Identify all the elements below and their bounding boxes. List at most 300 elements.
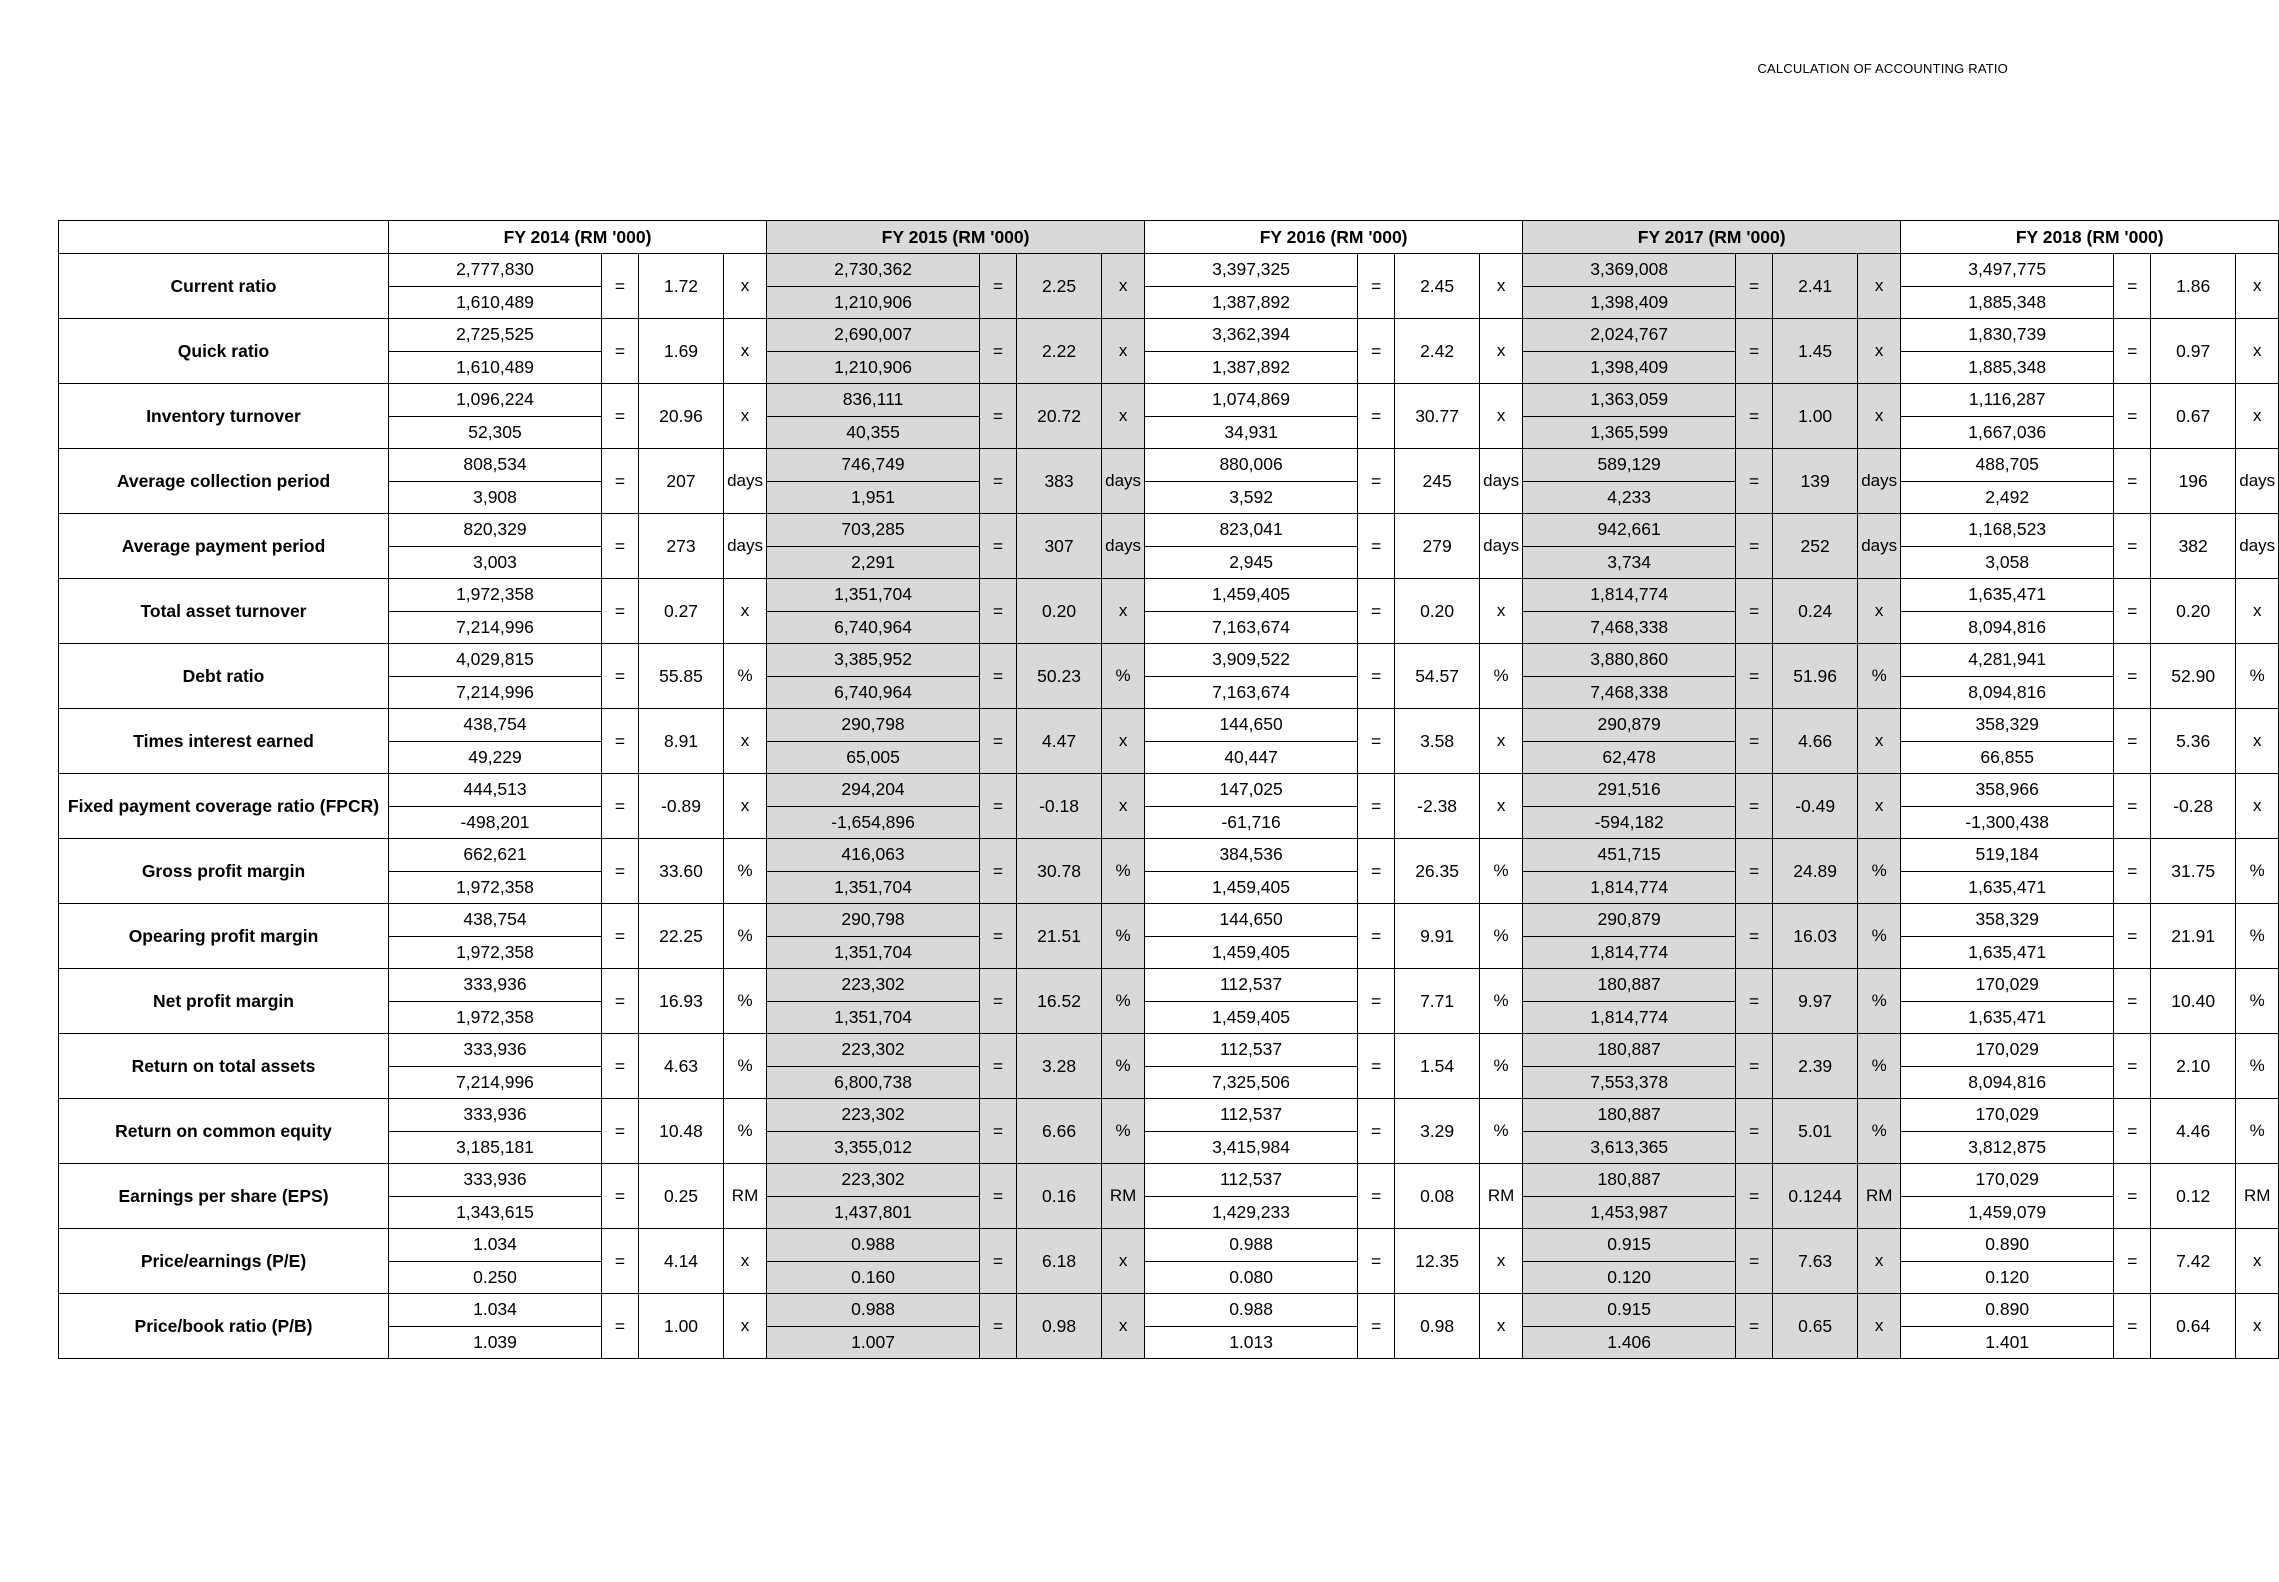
numerator-value: 0.915	[1523, 1294, 1736, 1327]
ratio-unit: x	[724, 384, 767, 449]
ratio-result: 30.78	[1017, 839, 1102, 904]
denominator-value: 8,094,816	[1901, 611, 2114, 644]
equals-sign: =	[980, 969, 1017, 1034]
equals-sign: =	[602, 449, 639, 514]
ratio-result: 3.29	[1395, 1099, 1480, 1164]
numerator-value: 4,281,941	[1901, 644, 2114, 677]
ratio-result: -2.38	[1395, 774, 1480, 839]
ratio-row	[59, 709, 2279, 742]
numerator-value: 0.988	[767, 1229, 980, 1262]
denominator-value: 1,459,405	[1145, 936, 1358, 969]
equals-sign: =	[1358, 1164, 1395, 1229]
denominator-value: 1,437,801	[767, 1196, 980, 1229]
equals-sign: =	[1358, 644, 1395, 709]
ratio-result: 10.48	[639, 1099, 724, 1164]
ratio-result: 24.89	[1773, 839, 1858, 904]
ratio-table	[58, 220, 2279, 1359]
denominator-value: 3,592	[1145, 481, 1358, 514]
numerator-value: 2,777,830	[389, 254, 602, 287]
ratio-row	[59, 1294, 2279, 1327]
ratio-unit: %	[1480, 1099, 1523, 1164]
denominator-value: 3,185,181	[389, 1131, 602, 1164]
denominator-value: 0.080	[1145, 1261, 1358, 1294]
ratio-result: -0.28	[2151, 774, 2236, 839]
numerator-value: 358,329	[1901, 904, 2114, 937]
denominator-value: 1,814,774	[1523, 936, 1736, 969]
denominator-value: 52,305	[389, 416, 602, 449]
ratio-unit: RM	[1480, 1164, 1523, 1229]
ratio-unit: x	[1102, 774, 1145, 839]
ratio-name: Current ratio	[59, 254, 389, 319]
ratio-result: 196	[2151, 449, 2236, 514]
ratio-unit: x	[2236, 774, 2279, 839]
denominator-value: 1.039	[389, 1326, 602, 1359]
ratio-result: 383	[1017, 449, 1102, 514]
ratio-row-denominator	[59, 1261, 2279, 1294]
ratio-row-denominator	[59, 806, 2279, 839]
ratio-result: 0.98	[1395, 1294, 1480, 1359]
ratio-unit: x	[1480, 579, 1523, 644]
denominator-value: 1,885,348	[1901, 351, 2114, 384]
ratio-result: 4.46	[2151, 1099, 2236, 1164]
numerator-value: 0.988	[1145, 1229, 1358, 1262]
equals-sign: =	[2114, 839, 2151, 904]
equals-sign: =	[602, 839, 639, 904]
ratio-result: 0.08	[1395, 1164, 1480, 1229]
numerator-value: 1,351,704	[767, 579, 980, 612]
ratio-row	[59, 449, 2279, 482]
equals-sign: =	[1358, 1034, 1395, 1099]
equals-sign: =	[2114, 384, 2151, 449]
ratio-unit: %	[724, 969, 767, 1034]
equals-sign: =	[980, 904, 1017, 969]
ratio-result: 21.91	[2151, 904, 2236, 969]
year-header: FY 2017 (RM '000)	[1523, 221, 1901, 254]
equals-sign: =	[980, 579, 1017, 644]
equals-sign: =	[602, 384, 639, 449]
ratio-result: 0.25	[639, 1164, 724, 1229]
ratio-result: 12.35	[1395, 1229, 1480, 1294]
ratio-unit: days	[2236, 449, 2279, 514]
ratio-unit: days	[724, 514, 767, 579]
ratio-result: 1.00	[1773, 384, 1858, 449]
ratio-result: 10.40	[2151, 969, 2236, 1034]
ratio-unit: x	[1858, 1294, 1901, 1359]
ratio-result: 1.54	[1395, 1034, 1480, 1099]
ratio-row	[59, 1164, 2279, 1197]
denominator-value: 1,885,348	[1901, 286, 2114, 319]
equals-sign: =	[1358, 514, 1395, 579]
ratio-result: 4.63	[639, 1034, 724, 1099]
ratio-unit: x	[1102, 1229, 1145, 1294]
ratio-unit: %	[1102, 904, 1145, 969]
denominator-value: 66,855	[1901, 741, 2114, 774]
numerator-value: 180,887	[1523, 1164, 1736, 1197]
ratio-name: Opearing profit margin	[59, 904, 389, 969]
ratio-result: 3.58	[1395, 709, 1480, 774]
ratio-result: 30.77	[1395, 384, 1480, 449]
equals-sign: =	[602, 1229, 639, 1294]
equals-sign: =	[980, 514, 1017, 579]
ratio-unit: %	[1858, 839, 1901, 904]
denominator-value: 62,478	[1523, 741, 1736, 774]
denominator-value: 6,800,738	[767, 1066, 980, 1099]
equals-sign: =	[1358, 449, 1395, 514]
ratio-unit: x	[724, 774, 767, 839]
ratio-row-denominator	[59, 1131, 2279, 1164]
denominator-value: 1,351,704	[767, 871, 980, 904]
denominator-value: 2,291	[767, 546, 980, 579]
numerator-value: 2,690,007	[767, 319, 980, 352]
numerator-value: 438,754	[389, 709, 602, 742]
ratio-result: 0.1244	[1773, 1164, 1858, 1229]
equals-sign: =	[602, 904, 639, 969]
denominator-value: 1,814,774	[1523, 871, 1736, 904]
ratio-result: 16.93	[639, 969, 724, 1034]
ratio-unit: x	[1102, 254, 1145, 319]
denominator-value: 3,355,012	[767, 1131, 980, 1164]
ratio-result: 6.18	[1017, 1229, 1102, 1294]
ratio-unit: days	[2236, 514, 2279, 579]
ratio-row-denominator	[59, 611, 2279, 644]
denominator-value: 8,094,816	[1901, 676, 2114, 709]
denominator-value: 1,459,405	[1145, 871, 1358, 904]
numerator-value: 2,725,525	[389, 319, 602, 352]
numerator-value: 112,537	[1145, 1034, 1358, 1067]
numerator-value: 1,972,358	[389, 579, 602, 612]
ratio-unit: %	[1480, 904, 1523, 969]
equals-sign: =	[1736, 449, 1773, 514]
ratio-unit: x	[1480, 319, 1523, 384]
denominator-value: 4,233	[1523, 481, 1736, 514]
denominator-value: 1,814,774	[1523, 1001, 1736, 1034]
equals-sign: =	[1358, 839, 1395, 904]
ratio-result: 207	[639, 449, 724, 514]
equals-sign: =	[2114, 644, 2151, 709]
ratio-unit: %	[2236, 1034, 2279, 1099]
ratio-unit: x	[724, 1229, 767, 1294]
ratio-unit: %	[2236, 904, 2279, 969]
denominator-value: 0.160	[767, 1261, 980, 1294]
denominator-value: 1,667,036	[1901, 416, 2114, 449]
equals-sign: =	[1358, 579, 1395, 644]
ratio-row	[59, 904, 2279, 937]
numerator-value: 384,536	[1145, 839, 1358, 872]
ratio-unit: x	[2236, 319, 2279, 384]
numerator-value: 746,749	[767, 449, 980, 482]
denominator-value: 7,163,674	[1145, 611, 1358, 644]
denominator-value: 7,468,338	[1523, 676, 1736, 709]
numerator-value: 291,516	[1523, 774, 1736, 807]
equals-sign: =	[1358, 1099, 1395, 1164]
equals-sign: =	[602, 254, 639, 319]
ratio-unit: %	[1102, 839, 1145, 904]
denominator-value: 1,610,489	[389, 286, 602, 319]
equals-sign: =	[2114, 254, 2151, 319]
denominator-value: 3,908	[389, 481, 602, 514]
denominator-value: 1,635,471	[1901, 936, 2114, 969]
numerator-value: 808,534	[389, 449, 602, 482]
equals-sign: =	[1736, 1294, 1773, 1359]
ratio-result: 1.45	[1773, 319, 1858, 384]
ratio-unit: %	[1858, 1034, 1901, 1099]
denominator-value: 34,931	[1145, 416, 1358, 449]
denominator-value: 2,945	[1145, 546, 1358, 579]
ratio-result: 2.25	[1017, 254, 1102, 319]
ratio-unit: x	[2236, 1229, 2279, 1294]
ratio-unit: x	[1480, 709, 1523, 774]
numerator-value: 112,537	[1145, 969, 1358, 1002]
denominator-value: 1,453,987	[1523, 1196, 1736, 1229]
denominator-value: 65,005	[767, 741, 980, 774]
ratio-result: 6.66	[1017, 1099, 1102, 1164]
ratio-result: 9.91	[1395, 904, 1480, 969]
ratio-row-denominator	[59, 416, 2279, 449]
denominator-value: 3,415,984	[1145, 1131, 1358, 1164]
equals-sign: =	[602, 579, 639, 644]
denominator-value: 3,812,875	[1901, 1131, 2114, 1164]
ratio-row-denominator	[59, 481, 2279, 514]
numerator-value: 0.890	[1901, 1294, 2114, 1327]
ratio-unit: x	[1858, 1229, 1901, 1294]
ratio-row-denominator	[59, 741, 2279, 774]
equals-sign: =	[2114, 514, 2151, 579]
ratio-unit: %	[724, 904, 767, 969]
numerator-value: 0.988	[1145, 1294, 1358, 1327]
numerator-value: 1,814,774	[1523, 579, 1736, 612]
denominator-value: 3,613,365	[1523, 1131, 1736, 1164]
ratio-unit: %	[724, 644, 767, 709]
numerator-value: 180,887	[1523, 969, 1736, 1002]
ratio-result: 307	[1017, 514, 1102, 579]
ratio-unit: days	[1102, 449, 1145, 514]
ratio-unit: x	[1102, 709, 1145, 774]
denominator-value: 3,734	[1523, 546, 1736, 579]
page-header: CALCULATION OF ACCOUNTING RATIO	[1757, 61, 2008, 76]
ratio-result: 55.85	[639, 644, 724, 709]
numerator-value: 112,537	[1145, 1099, 1358, 1132]
ratio-result: 0.27	[639, 579, 724, 644]
equals-sign: =	[2114, 319, 2151, 384]
ratio-unit: %	[1480, 969, 1523, 1034]
equals-sign: =	[602, 774, 639, 839]
numerator-value: 836,111	[767, 384, 980, 417]
ratio-row-denominator	[59, 1066, 2279, 1099]
ratio-result: -0.49	[1773, 774, 1858, 839]
equals-sign: =	[1358, 319, 1395, 384]
equals-sign: =	[602, 709, 639, 774]
numerator-value: 589,129	[1523, 449, 1736, 482]
ratio-name: Price/earnings (P/E)	[59, 1229, 389, 1294]
equals-sign: =	[602, 1294, 639, 1359]
equals-sign: =	[2114, 579, 2151, 644]
ratio-row	[59, 969, 2279, 1002]
numerator-value: 823,041	[1145, 514, 1358, 547]
numerator-value: 1,116,287	[1901, 384, 2114, 417]
denominator-value: 1,972,358	[389, 1001, 602, 1034]
denominator-value: 1.401	[1901, 1326, 2114, 1359]
numerator-value: 170,029	[1901, 1164, 2114, 1197]
ratio-row-denominator	[59, 871, 2279, 904]
equals-sign: =	[980, 1099, 1017, 1164]
ratio-row-denominator	[59, 286, 2279, 319]
equals-sign: =	[1736, 514, 1773, 579]
equals-sign: =	[1736, 774, 1773, 839]
denominator-value: -1,654,896	[767, 806, 980, 839]
numerator-value: 1,096,224	[389, 384, 602, 417]
ratio-unit: x	[1858, 709, 1901, 774]
equals-sign: =	[980, 319, 1017, 384]
ratio-result: -0.89	[639, 774, 724, 839]
ratio-result: 0.12	[2151, 1164, 2236, 1229]
ratio-unit: x	[1480, 1229, 1523, 1294]
ratio-result: 1.00	[639, 1294, 724, 1359]
denominator-value: 1,387,892	[1145, 351, 1358, 384]
ratio-row	[59, 579, 2279, 612]
equals-sign: =	[2114, 774, 2151, 839]
ratio-row	[59, 1229, 2279, 1262]
equals-sign: =	[980, 774, 1017, 839]
denominator-value: 1,459,079	[1901, 1196, 2114, 1229]
ratio-unit: %	[1102, 1034, 1145, 1099]
ratio-unit: x	[724, 579, 767, 644]
denominator-value: 1,398,409	[1523, 351, 1736, 384]
ratio-result: 0.20	[2151, 579, 2236, 644]
denominator-value: 7,553,378	[1523, 1066, 1736, 1099]
denominator-value: 1,387,892	[1145, 286, 1358, 319]
denominator-value: 2,492	[1901, 481, 2114, 514]
numerator-value: 1.034	[389, 1229, 602, 1262]
denominator-value: 7,214,996	[389, 676, 602, 709]
denominator-value: -61,716	[1145, 806, 1358, 839]
ratio-row	[59, 514, 2279, 547]
ratio-result: 5.36	[2151, 709, 2236, 774]
ratio-result: 54.57	[1395, 644, 1480, 709]
equals-sign: =	[980, 254, 1017, 319]
ratio-unit: x	[1858, 774, 1901, 839]
ratio-result: 7.63	[1773, 1229, 1858, 1294]
numerator-value: 451,715	[1523, 839, 1736, 872]
ratio-unit: days	[1858, 514, 1901, 579]
numerator-value: 3,909,522	[1145, 644, 1358, 677]
ratio-result: 0.16	[1017, 1164, 1102, 1229]
ratio-result: 21.51	[1017, 904, 1102, 969]
denominator-value: 1.007	[767, 1326, 980, 1359]
numerator-value: 1.034	[389, 1294, 602, 1327]
ratio-unit: x	[1480, 254, 1523, 319]
equals-sign: =	[980, 1294, 1017, 1359]
denominator-value: 1,398,409	[1523, 286, 1736, 319]
ratio-row	[59, 319, 2279, 352]
denominator-value: 1,365,599	[1523, 416, 1736, 449]
year-header: FY 2014 (RM '000)	[389, 221, 767, 254]
equals-sign: =	[1736, 709, 1773, 774]
ratio-unit: %	[2236, 1099, 2279, 1164]
ratio-row-denominator	[59, 936, 2279, 969]
numerator-value: 333,936	[389, 1034, 602, 1067]
numerator-value: 3,880,860	[1523, 644, 1736, 677]
ratio-unit: %	[1858, 644, 1901, 709]
year-header: FY 2016 (RM '000)	[1145, 221, 1523, 254]
ratio-row-denominator	[59, 1326, 2279, 1359]
numerator-value: 170,029	[1901, 1034, 2114, 1067]
denominator-value: 40,355	[767, 416, 980, 449]
ratio-result: 0.97	[2151, 319, 2236, 384]
numerator-value: 170,029	[1901, 969, 2114, 1002]
denominator-value: 6,740,964	[767, 676, 980, 709]
equals-sign: =	[1358, 774, 1395, 839]
ratio-result: 4.47	[1017, 709, 1102, 774]
equals-sign: =	[602, 644, 639, 709]
ratio-result: 16.03	[1773, 904, 1858, 969]
denominator-value: 7,325,506	[1145, 1066, 1358, 1099]
ratio-result: 20.96	[639, 384, 724, 449]
ratio-result: 1.86	[2151, 254, 2236, 319]
numerator-value: 290,879	[1523, 904, 1736, 937]
equals-sign: =	[2114, 709, 2151, 774]
ratio-unit: %	[724, 839, 767, 904]
numerator-value: 223,302	[767, 1164, 980, 1197]
ratio-unit: x	[724, 319, 767, 384]
numerator-value: 488,705	[1901, 449, 2114, 482]
ratio-unit: %	[724, 1034, 767, 1099]
denominator-value: 40,447	[1145, 741, 1358, 774]
ratio-result: 2.39	[1773, 1034, 1858, 1099]
numerator-value: 703,285	[767, 514, 980, 547]
ratio-result: 0.65	[1773, 1294, 1858, 1359]
equals-sign: =	[602, 969, 639, 1034]
denominator-value: 1.013	[1145, 1326, 1358, 1359]
equals-sign: =	[2114, 1164, 2151, 1229]
equals-sign: =	[1736, 644, 1773, 709]
ratio-result: 5.01	[1773, 1099, 1858, 1164]
ratio-unit: x	[1102, 319, 1145, 384]
numerator-value: 1,830,739	[1901, 319, 2114, 352]
equals-sign: =	[602, 319, 639, 384]
ratio-row	[59, 1034, 2279, 1067]
ratio-unit: x	[1102, 1294, 1145, 1359]
ratio-unit: RM	[2236, 1164, 2279, 1229]
equals-sign: =	[1358, 709, 1395, 774]
ratio-unit: x	[2236, 254, 2279, 319]
numerator-value: 3,397,325	[1145, 254, 1358, 287]
equals-sign: =	[1736, 839, 1773, 904]
numerator-value: 1,459,405	[1145, 579, 1358, 612]
numerator-value: 223,302	[767, 1099, 980, 1132]
ratio-name: Fixed payment coverage ratio (FPCR)	[59, 774, 389, 839]
denominator-value: 49,229	[389, 741, 602, 774]
denominator-value: 1,210,906	[767, 351, 980, 384]
numerator-value: 294,204	[767, 774, 980, 807]
ratio-result: 31.75	[2151, 839, 2236, 904]
equals-sign: =	[1736, 384, 1773, 449]
ratio-name: Net profit margin	[59, 969, 389, 1034]
ratio-unit: x	[1102, 384, 1145, 449]
denominator-value: -498,201	[389, 806, 602, 839]
denominator-value: 1,951	[767, 481, 980, 514]
equals-sign: =	[1736, 254, 1773, 319]
ratio-result: 33.60	[639, 839, 724, 904]
equals-sign: =	[1358, 1229, 1395, 1294]
ratio-unit: x	[724, 709, 767, 774]
numerator-value: 0.890	[1901, 1229, 2114, 1262]
ratio-result: 1.69	[639, 319, 724, 384]
ratio-unit: %	[1858, 904, 1901, 969]
ratio-row-denominator	[59, 351, 2279, 384]
ratio-result: 16.52	[1017, 969, 1102, 1034]
ratio-unit: %	[2236, 644, 2279, 709]
ratio-unit: RM	[724, 1164, 767, 1229]
